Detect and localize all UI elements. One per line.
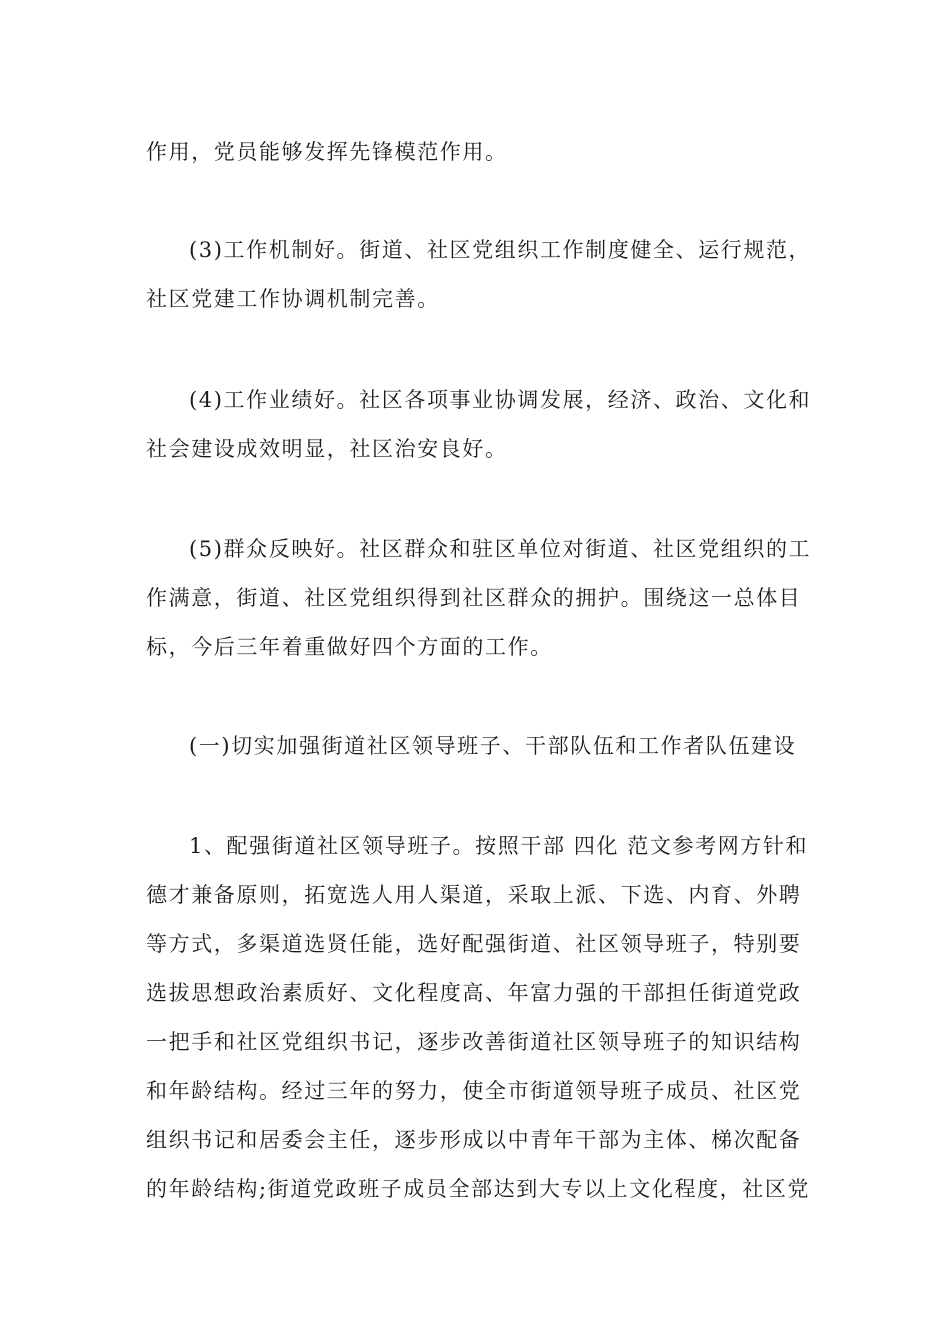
text-line: 和年龄结构。经过三年的努力，使全市街道领导班子成员、社区党 bbox=[146, 1079, 802, 1103]
text-line: (4)工作业绩好。社区各项事业协调发展，经济、政治、文化和 bbox=[189, 388, 812, 412]
text-line: 的年龄结构;街道党政班子成员全部达到大专以上文化程度，社区党 bbox=[146, 1177, 811, 1201]
paragraph-4 bbox=[146, 525, 811, 672]
text-line: 1、配强街道社区领导班子。按照干部 四化 范文参考网方针和 bbox=[189, 834, 809, 858]
paragraph-2 bbox=[146, 226, 811, 324]
text-line: (一)切实加强街道社区领导班子、干部队伍和工作者队伍建设 bbox=[189, 734, 797, 758]
text-line: 选拔思想政治素质好、文化程度高、年富力强的干部担任街道党政 bbox=[146, 981, 802, 1005]
text-line: 作满意，街道、社区党组织得到社区群众的拥护。围绕这一总体目 bbox=[146, 586, 802, 610]
text-line: 社区党建工作协调机制完善。 bbox=[146, 287, 440, 311]
paragraph-5 bbox=[146, 822, 811, 1214]
paragraph-1 bbox=[146, 128, 811, 177]
paragraph-3 bbox=[146, 376, 811, 474]
text-line: 标，今后三年着重做好四个方面的工作。 bbox=[146, 635, 553, 659]
text-line: 组织书记和居委会主任，逐步形成以中青年干部为主体、梯次配备 bbox=[146, 1128, 802, 1152]
text-line: 一把手和社区党组织书记，逐步改善街道社区领导班子的知识结构 bbox=[146, 1030, 802, 1054]
text-line: 社会建设成效明显，社区治安良好。 bbox=[146, 437, 508, 461]
text-line: 德才兼备原则，拓宽选人用人渠道，采取上派、下选、内育、外聘 bbox=[146, 883, 802, 907]
section-heading bbox=[146, 722, 811, 771]
text-line: (3)工作机制好。街道、社区党组织工作制度健全、运行规范， bbox=[189, 238, 812, 262]
text-line: 作用，党员能够发挥先锋模范作用。 bbox=[146, 140, 508, 164]
text-line: 等方式，多渠道选贤任能，选好配强街道、社区领导班子，特别要 bbox=[146, 932, 802, 956]
text-line: (5)群众反映好。社区群众和驻区单位对街道、社区党组织的工 bbox=[189, 537, 812, 561]
